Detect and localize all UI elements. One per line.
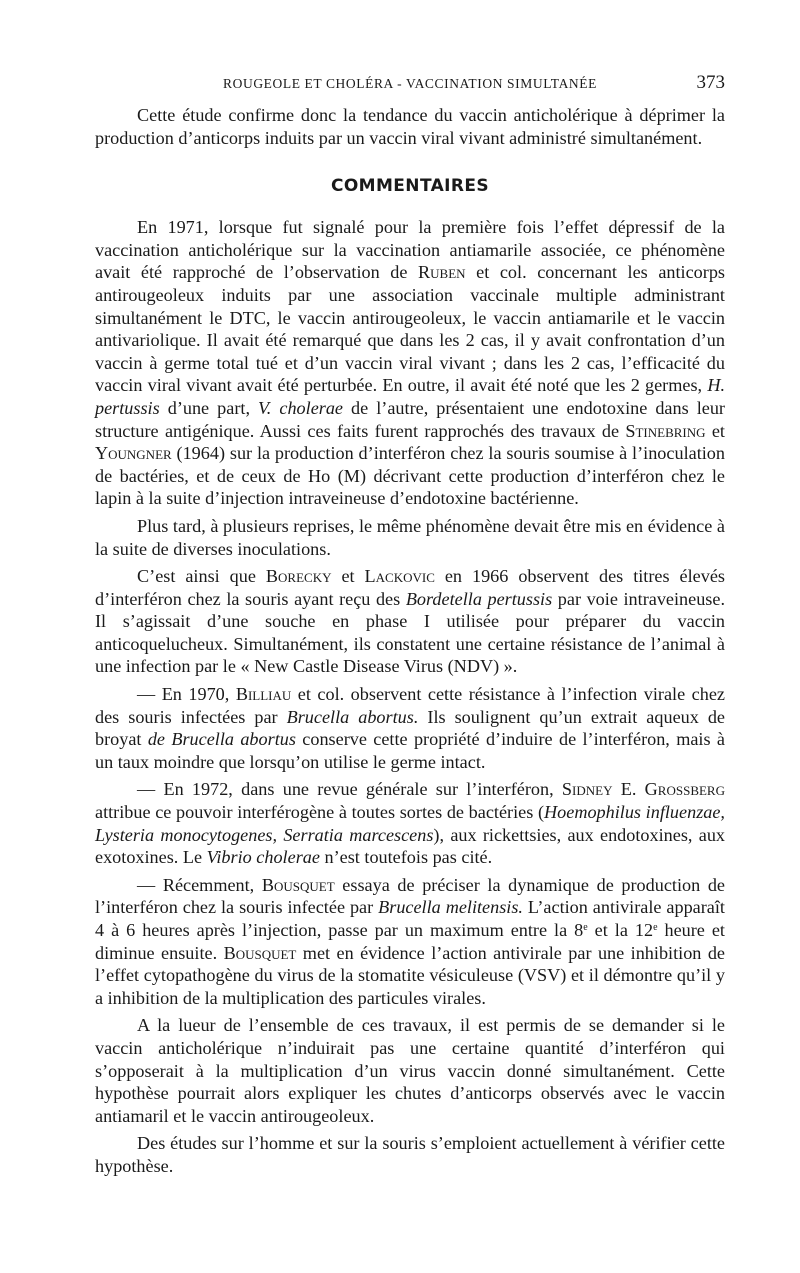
author-name: Stinebring <box>625 420 706 441</box>
paragraph-2: Plus tard, à plusieurs reprises, le même phénomène devait être mis en évidence à la suite de diverses inoculations. <box>95 515 725 559</box>
paragraph-6: — Récemment, Bousquet essaya de préciser la dynamique de production de l’interféron chez la souris infectée par Brucella melitensis. L’action antivirale apparaît 4 à 6 heures après l’injection, passe par un maximum entre la 8e et la 12e heure et diminue ensuite. Bousquet met en évidence l’action antivirale par une inhibition de l’effet cytopathogène du virus de la stomatite vésiculeuse (VSV) et il démontre qu’il y a inhibition de la multiplication des particules virales. <box>95 874 726 1008</box>
author-name: Youngner <box>95 443 172 464</box>
paragraph-7: A la lueur de l’ensemble de ces travaux, il est permis de se demander si le vaccin anticholérique n’induirait pas une certaine quantité d’interféron qui s’opposerait à la multiplication d’un virus vaccin donné simultanément. Cette hypothèse pourrait alors expliquer les chutes d’anticorps observés avec le vaccin antiamaril et le vaccin antirougeoleux. <box>95 1015 725 1126</box>
paragraph-4: — En 1970, Billiau et col. observent cette résistance à l’infection virale chez des souris infectées par Brucella abortus. Ils soulignent qu’un extrait aqueux de broyat de Brucella abortus conserve cette propriété d’induire de l’interféron, mais à un taux moindre que lorsqu’on utilise le germe intact. <box>95 684 726 772</box>
author-name: Billiau <box>235 684 292 705</box>
author-name: Sidney E. Grossberg <box>561 779 725 800</box>
running-head <box>95 72 725 104</box>
page-number: 373 <box>696 72 725 93</box>
species-name: Brucella melitensis. <box>378 897 523 918</box>
paragraph-8: Des études sur l’homme et sur la souris s’emploient actuellement à vérifier cette hypothèse. <box>95 1133 725 1176</box>
running-title: ROUGEOLE ET CHOLÉRA - VACCINATION SIMULTANÉE <box>223 76 597 91</box>
author-name: Borecky <box>265 566 332 587</box>
species-name: H. pertussis <box>95 375 725 418</box>
paragraph-5: — En 1972, dans une revue générale sur l’interféron, Sidney E. Grossberg attribue ce pouvoir interférogène à toutes sortes de bactéries (Hoemophilus influenzae, Lysteria monocytogenes, Serratia marcescens), aux rickettsies, aux endotoxines, aux exotoxines. Le Vibrio cholerae n’est toutefois pas cité. <box>95 779 726 868</box>
author-name: Bousquet <box>223 942 297 963</box>
page <box>95 72 726 1178</box>
section-heading: COMMENTAIRES <box>330 176 490 197</box>
author-name: Lackovic <box>364 566 435 587</box>
ordinal-superscript: e <box>583 922 588 933</box>
species-list: Hoemophilus influenzae, Lysteria monocytogenes, Serratia marcescens <box>95 802 725 845</box>
species-name: V. cholerae <box>258 397 344 418</box>
author-name: Ruben <box>418 262 466 283</box>
paragraph-3: C’est ainsi que Borecky et Lackovic en 1966 observent des titres élevés d’interféron chez la souris ayant reçu des Bordetella pertussis par voie intraveineuse. Il s’agissait d’une souche en phase I utilisée pour préparer du vaccin anticoquelucheux. Simultanément, ils constatent une certaine résistance de l’animal à une infection par le « New Castle Disease Virus (NDV) ». <box>95 566 726 677</box>
species-name: Brucella abortus. <box>286 706 419 727</box>
paragraph-1: En 1971, lorsque fut signalé pour la première fois l’effet dépressif de la vaccination anticholérique sur la vaccination antiamarile associée, ce phénomène avait été rapproché de l’observation de Ruben et col. concernant les anticorps antirougeoleux induits par une association vaccinale multiple administrant simultanément le DTC, le vaccin antirougeoleux, le vaccin antiamarile et le vaccin antivariolique. Il avait été remarqué que dans les 2 cas, il y avait confrontation d’un vaccin à germe total tué et d’un vaccin viral vivant ; dans les 2 cas, l’efficacité du vaccin viral vivant avait été perturbée. En outre, il avait été noté que les 2 germes, H. pertussis d’une part, V. cholerae de l’autre, présentaient une endotoxine dans leur structure antigénique. Aussi ces faits furent rapprochés des travaux de Stinebring et Youngner (1964) sur la production d’interféron chez la souris soumise à l’inoculation de bactéries, et de ceux de Ho (M) décrivant cette production d’interféron chez le lapin à la suite d’injection intraveineuse d’endotoxine bactérienne. <box>95 217 725 509</box>
species-name: Bordetella pertussis <box>405 588 553 609</box>
species-name: Vibrio cholerae <box>206 847 320 868</box>
intro-paragraph: Cette étude confirme donc la tendance du vaccin anticholérique à déprimer la production d’anticorps induits par un vaccin viral vivant administré simultanément. <box>95 105 725 148</box>
author-name: Bousquet <box>261 874 335 895</box>
species-name: de Brucella abortus <box>147 729 296 750</box>
ordinal-superscript: e <box>653 922 658 933</box>
